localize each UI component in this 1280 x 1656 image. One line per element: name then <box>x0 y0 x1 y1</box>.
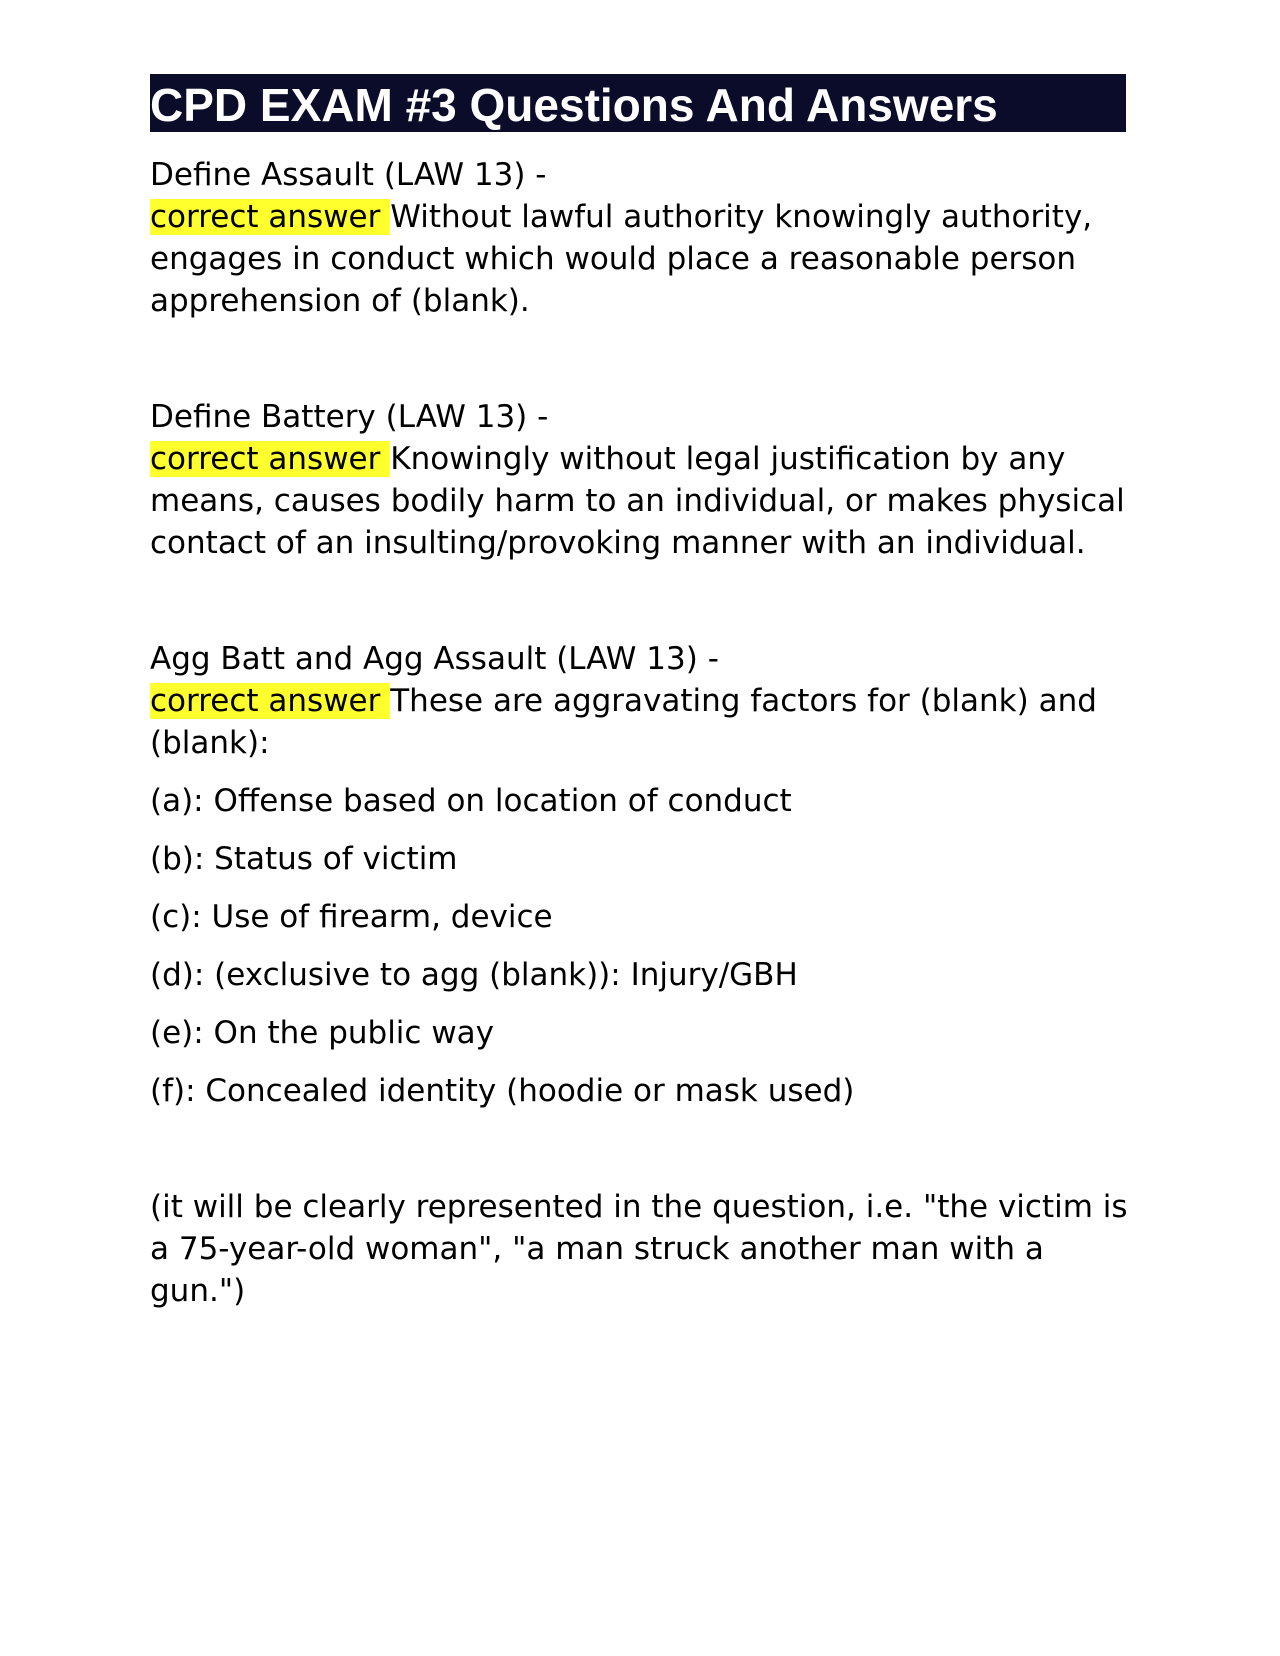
answer-text <box>150 680 1130 764</box>
correct-answer-label: correct answer <box>150 199 391 235</box>
factor-item: (d): (exclusive to agg (blank)): Injury/GBH <box>150 957 798 993</box>
factor-item: (a): Offense based on location of conduct <box>150 783 792 819</box>
title-banner <box>150 74 1126 132</box>
factor-item: (f): Concealed identity (hoodie or mask used) <box>150 1073 855 1109</box>
answer-body: Without lawful authority knowingly authority, engages in conduct which would place a reasonable person apprehension of (blank). <box>150 199 1093 319</box>
qa-item-agg <box>150 638 1130 1312</box>
factor-item: (c): Use of firearm, device <box>150 899 553 935</box>
question-text: Define Assault (LAW 13) - <box>150 157 547 193</box>
qa-item-battery <box>150 396 1130 564</box>
qa-item-assault <box>150 154 1130 322</box>
question-text: Define Battery (LAW 13) - <box>150 399 549 435</box>
document-title: CPD EXAM #3 Questions And Answers <box>150 79 998 131</box>
answer-body: These are aggravating factors for (blank) and (blank): <box>150 683 1097 761</box>
correct-answer-label: correct answer <box>150 441 391 477</box>
answer-body: Knowingly without legal justification by any means, causes bodily harm to an individual, or makes physical contact of an insulting/provoking manner with an individual. <box>150 441 1125 561</box>
answer-text <box>150 438 1130 564</box>
factor-item: (e): On the public way <box>150 1015 495 1051</box>
document-body <box>150 154 1130 1312</box>
factor-item: (b): Status of victim <box>150 841 458 877</box>
answer-text <box>150 196 1130 322</box>
question-text: Agg Batt and Agg Assault (LAW 13) - <box>150 641 719 677</box>
correct-answer-label: correct answer <box>150 683 391 719</box>
note-text: (it will be clearly represented in the question, i.e. "the victim is a 75-year-old woman", "a man struck another man with a gun.") <box>150 1189 1128 1309</box>
